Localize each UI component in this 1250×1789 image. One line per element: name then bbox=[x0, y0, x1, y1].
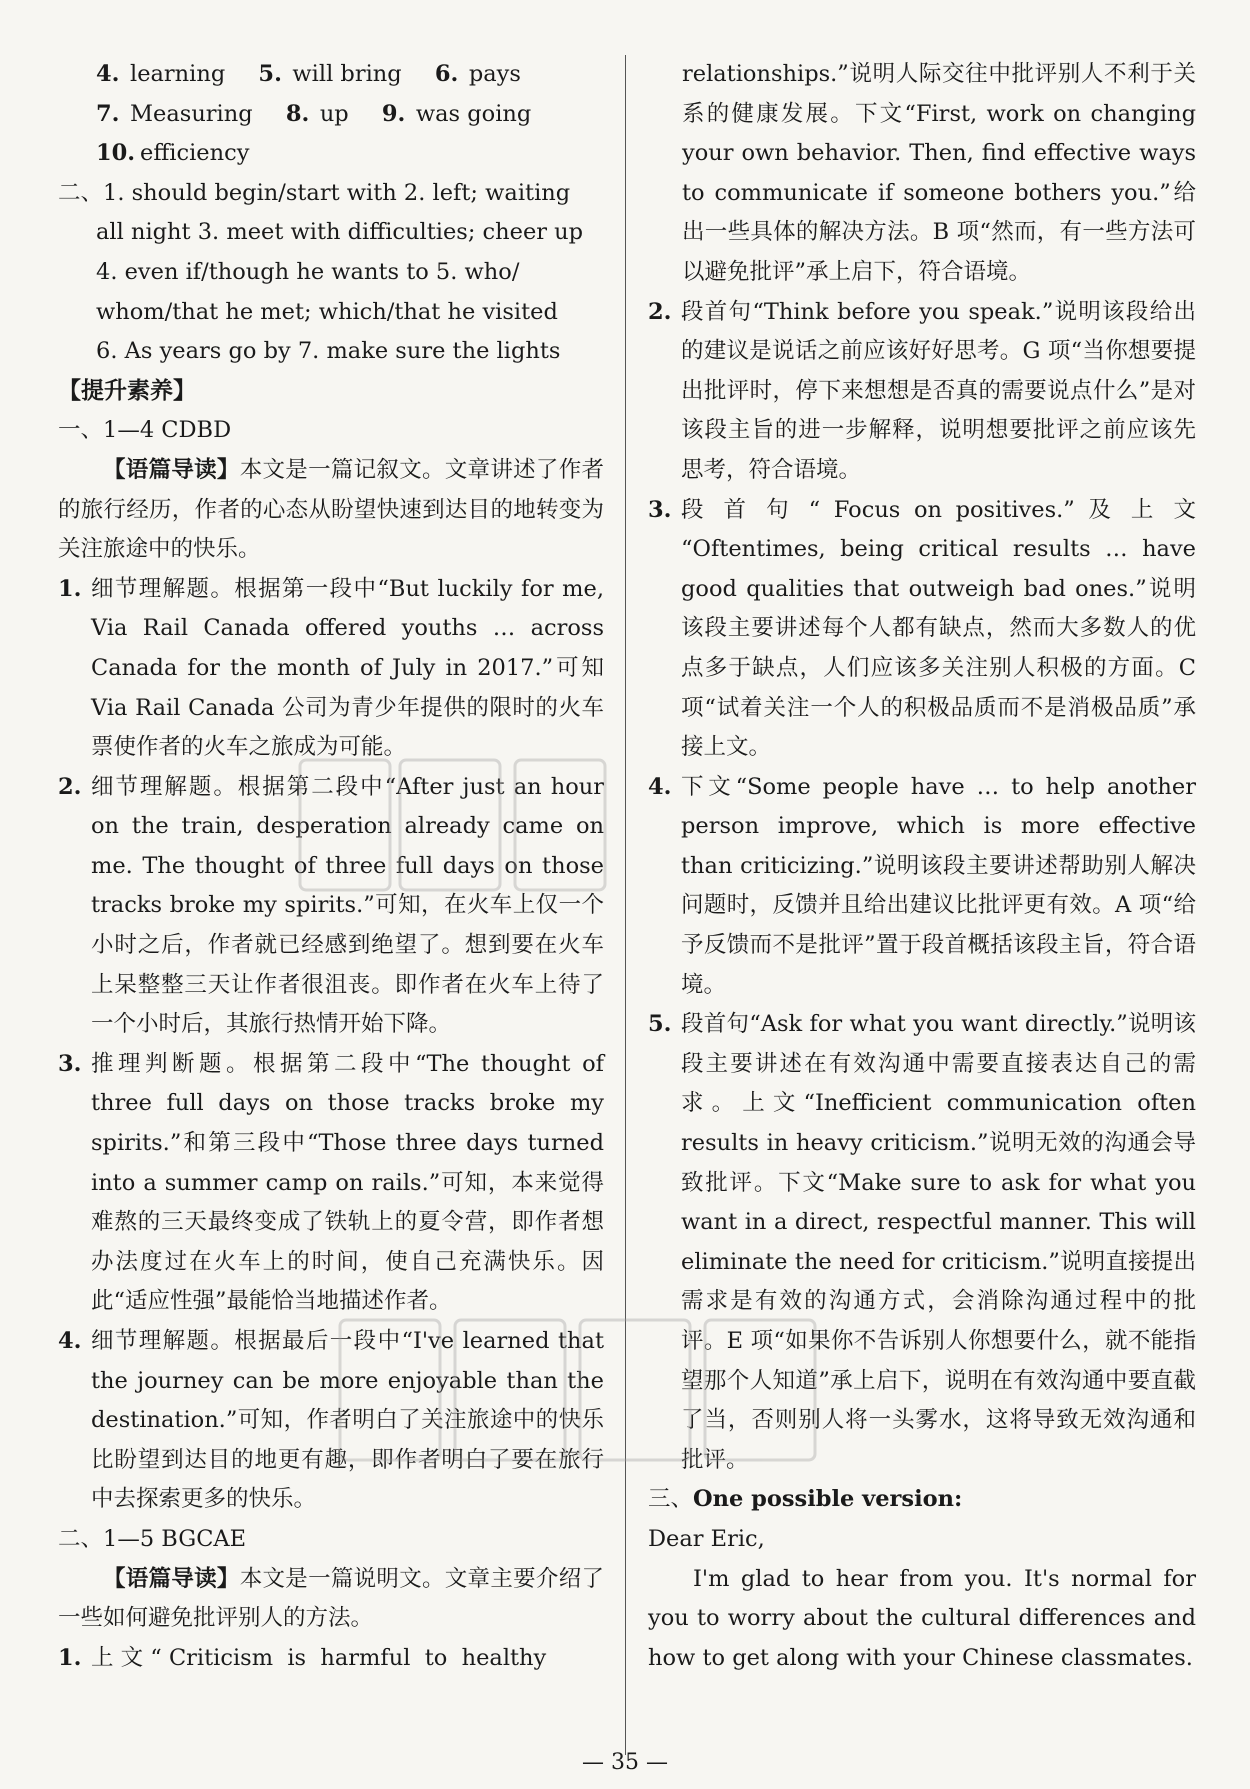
part3-heading bbox=[648, 1480, 1196, 1520]
item-number: 4. bbox=[58, 1328, 82, 1354]
item-number: 2. bbox=[58, 773, 82, 800]
answer-text: was going bbox=[415, 100, 532, 127]
page-number: — 35 — bbox=[582, 1750, 668, 1775]
item-number: 3. bbox=[58, 1050, 82, 1077]
guide-label: 【语篇导读】 bbox=[103, 1565, 240, 1592]
item-text: 细节理解题。根据最后一段中“I've learned that the journey can be more enjoyable than the destination.”可知，作者明白了关注旅途中的快乐比盼望到达目的地更有趣，即作者明白了要在旅行中去探索更多的快乐。 bbox=[91, 1328, 604, 1513]
item-number: 7. bbox=[96, 100, 120, 127]
part2-item-1-continuation: relationships.”说明人际交往中批评别人不利于关系的健康发展。下文“First, work on changing your own behavior. Then, find effective ways to communicate if someone bothers you.”给出一些具体的解决方法。B 项“然而，有一些方法可以避免批评”承上启下，符合语境。 bbox=[682, 61, 1196, 285]
item-number: 5. bbox=[648, 1011, 672, 1038]
guide-label: 【语篇导读】 bbox=[103, 456, 240, 483]
item-text: 段 首 句 “ Focus on positives.” 及 上 文 “Oftentimes, being critical results … have good qualities that outweigh bad ones.”说明该段主要讲述每个人都有缺点，然而大多数人的优点多于缺点，人们应该多关注别人积极的方面。C 项“试着关注一个人的积极品质而不是消极品质”承接上文。 bbox=[681, 496, 1196, 761]
item-text: 下文“Some people have … to help another person improve, which is more effective than criticizing.”说明该段主要讲述帮助别人解决问题时，反馈并且给出建议比批评更有效。A 项“给予反馈而不是批评”置于段首概括该段主旨，符合语境。 bbox=[681, 773, 1196, 998]
section2-line-4: whom/that he met; which/that he visited bbox=[96, 298, 558, 325]
right-column bbox=[648, 55, 1196, 1678]
part1-item-2 bbox=[58, 768, 604, 1045]
part3-title: One possible version: bbox=[693, 1486, 963, 1513]
column-divider bbox=[625, 55, 626, 1755]
item-number: 2. bbox=[648, 298, 672, 325]
part2-item-5 bbox=[648, 1005, 1196, 1480]
section2-line-2: all night 3. meet with difficulties; cheer up bbox=[96, 219, 584, 246]
section2-line-5: 6. As years go by 7. make sure the lights bbox=[96, 338, 561, 365]
part1-answers: 一、1—4 CDBD bbox=[58, 417, 232, 444]
section2-line-1: 二、1. should begin/start with 2. left; waiting bbox=[58, 179, 571, 206]
vocab-row-3 bbox=[58, 134, 604, 174]
part1-item-1 bbox=[58, 570, 604, 768]
item-text: 细节理解题。根据第二段中“After just an hour on the train, desperation already came on me. The thought of three full days on those tracks broke my spirits.”可知，在火车上仅一个小时之后，作者就已经感到绝望了。想到要在火车上呆整整三天让作者很沮丧。即作者在火车上待了一个小时后，其旅行热情开始下降。 bbox=[91, 773, 604, 1038]
item-text: 推理判断题。根据第二段中“The thought of three full days on those tracks broke my spirits.”和第三段中“Those three days turned into a summer camp on rails.”可知，本来觉得难熬的三天最终变成了铁轨上的夏令营，即作者想办法度过在火车上的时间，使自己充满快乐。因此“适应性强”最能恰当地描述作者。 bbox=[91, 1050, 604, 1315]
item-number: 6. bbox=[434, 61, 459, 87]
item-number: 4. bbox=[96, 61, 120, 87]
part2-item-2 bbox=[648, 293, 1196, 491]
guide-text: 本文是一篇说明文。文章主要介绍了一些如何避免批评别人的方法。 bbox=[58, 1565, 604, 1632]
answer-text: Measuring bbox=[130, 100, 253, 127]
left-column bbox=[58, 55, 604, 1678]
item-number: 9. bbox=[381, 100, 406, 127]
item-number: 10. bbox=[96, 140, 136, 167]
item-number: 8. bbox=[285, 100, 310, 127]
section-title: 【提升素养】 bbox=[58, 377, 196, 404]
vocab-row-1 bbox=[58, 55, 604, 95]
item-text: 上 文 “ Criticism is harmful to healthy bbox=[91, 1644, 547, 1671]
answer-text: pays bbox=[468, 61, 521, 87]
part1-item-4 bbox=[58, 1322, 604, 1520]
item-number: 3. bbox=[648, 496, 672, 523]
item-text: 段首句“Ask for what you want directly.”说明该段主要讲述在有效沟通中需要直接表达自己的需求。上文“Inefficient communication often results in heavy criticism.”说明无效的沟通会导致批评。下文“Make sure to ask for what you want in a direct, respectful manner. This will eliminate the need for criticism.”说明直接提出需求是有效的沟通方式，会消除沟通过程中的批评。E 项“如果你不告诉别人你想要什么，就不能指望那个人知道”承上启下，说明在有效沟通中要直截了当，否则别人将一头雾水，这将导致无效沟通和批评。 bbox=[681, 1011, 1196, 1473]
vocab-row-2 bbox=[58, 95, 604, 135]
part3-label: 三、 bbox=[648, 1486, 694, 1513]
item-text: 段首句“Think before you speak.”说明该段给出的建议是说话之前应该好好思考。G 项“当你想要提出批评时，停下来想想是否真的需要说点什么”是对该段主旨的进一步解释，说明想要批评之前应该先思考，符合语境。 bbox=[681, 298, 1196, 483]
guide-text: 本文是一篇记叙文。文章讲述了作者的旅行经历，作者的心态从盼望快速到达目的地转变为关注旅途中的快乐。 bbox=[58, 456, 604, 563]
letter-greeting: Dear Eric, bbox=[648, 1525, 765, 1552]
part1-item-3 bbox=[58, 1045, 604, 1322]
answer-text: efficiency bbox=[140, 140, 250, 167]
part2-item-4 bbox=[648, 768, 1196, 1006]
item-number: 4. bbox=[648, 773, 672, 800]
answer-text: will bring bbox=[292, 61, 402, 87]
letter-body: I'm glad to hear from you. It's normal for you to worry about the cultural differences and how to get along with your Chinese classmates. bbox=[648, 1565, 1196, 1671]
part1-guide bbox=[58, 451, 604, 570]
item-number: 1. bbox=[58, 1644, 82, 1671]
item-text: 细节理解题。根据第一段中“But luckily for me, Via Rail Canada offered youths … across Canada for the month of July in 2017.”可知 Via Rail Canada 公司为青少年提供的限时的火车票使作者的火车之旅成为可能。 bbox=[91, 575, 604, 761]
section2-line-3: 4. even if/though he wants to 5. who/ bbox=[96, 258, 520, 285]
answer-text: learning bbox=[130, 61, 226, 87]
part2-guide bbox=[58, 1560, 604, 1639]
part2-answers: 二、1—5 BGCAE bbox=[58, 1525, 247, 1552]
part2-item-3 bbox=[648, 491, 1196, 768]
item-number: 5. bbox=[258, 61, 282, 87]
item-number: 1. bbox=[58, 575, 82, 602]
answer-text: up bbox=[319, 100, 349, 127]
part2-item-1-start bbox=[58, 1639, 604, 1679]
